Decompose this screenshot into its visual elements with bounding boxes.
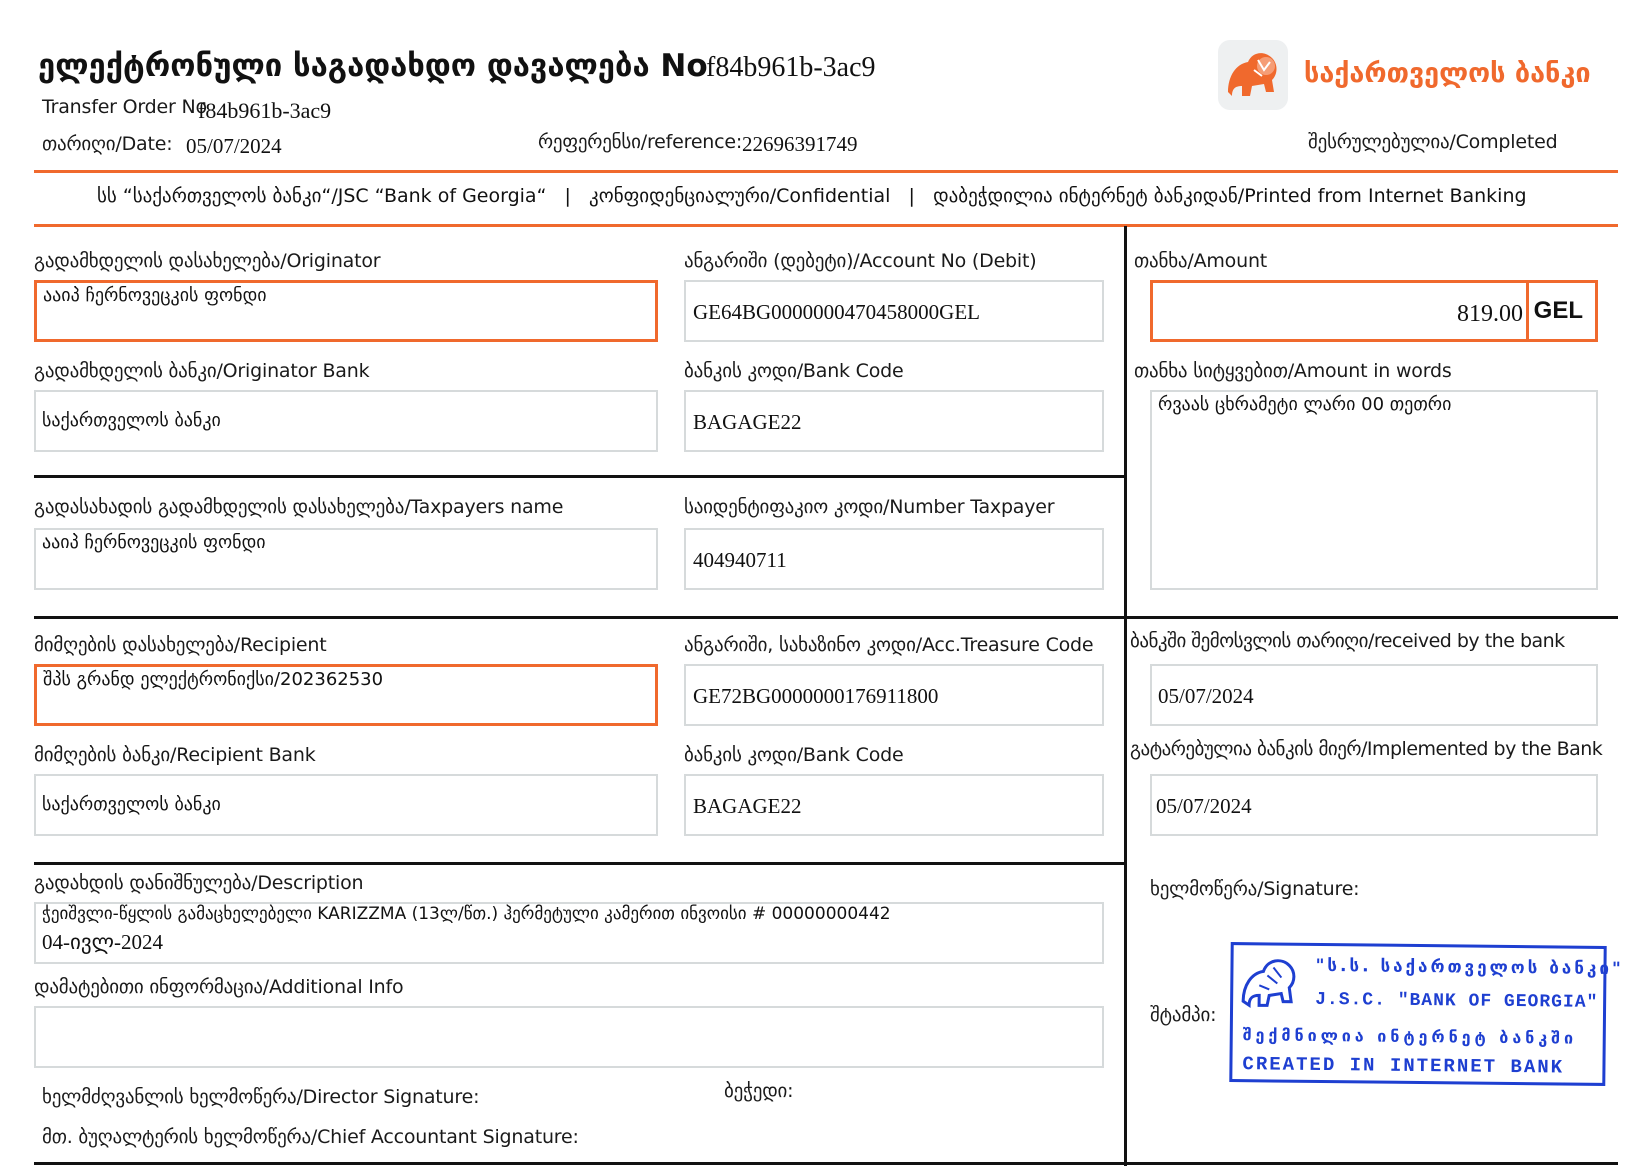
implemented-label: გატარებულია ბანკის მიერ/Implemented by the Bank	[1130, 738, 1603, 760]
row-divider-2	[34, 616, 1618, 619]
reference-label: რეფერენსი/reference:	[538, 131, 743, 153]
recipient-value: შპს გრანდ ელექტრონიქსი/202362530	[43, 669, 384, 690]
amount-words-value: რვაას ცხრამეტი ლარი 00 თეთრი	[1158, 394, 1452, 415]
originator-bank-code-label: ბანკის კოდი/Bank Code	[684, 360, 904, 382]
stamp-line1: "ს.ს. საქართველოს ბანკი"	[1315, 955, 1624, 980]
originator-bank-field	[34, 390, 658, 452]
bank-logo	[1218, 40, 1618, 112]
originator-value: ააიპ ჩერნოვეცკის ფონდი	[43, 285, 267, 306]
taxpayer-id-label: საიდენტიფაკიო კოდი/Number Taxpayer	[684, 496, 1055, 518]
originator-bank-value: საქართველოს ბანკი	[42, 410, 221, 431]
additional-info-label: დამატებითი ინფორმაცია/Additional Info	[34, 976, 404, 998]
description-line2: 04-ივლ-2024	[42, 930, 163, 954]
amount-words-label: თანხა სიტყვებით/Amount in words	[1134, 360, 1452, 382]
director-signature-label: ხელმძღვანლის ხელმოწერა/Director Signature:	[42, 1086, 480, 1108]
lion-logo-icon	[1218, 40, 1288, 110]
subheader: სს “საქართველოს ბანკი“/JSC “Bank of Georgia“ | კონფიდენციალური/Confidential | დაბეჭდილია ინტერნეტ ბანკიდან/Printed from Internet Banking	[97, 185, 1527, 207]
amount-field	[1150, 280, 1598, 342]
description-line1: ჭეიშვლი-წყლის გამაცხელებელი KARIZZMA (13ლ/წთ.) ჰერმეტული კამერით ინვოისი # 00000000442	[42, 904, 891, 924]
taxpayer-name-value: ააიპ ჩერნოვეცკის ფონდი	[42, 532, 266, 553]
date-label: თარიღი/Date:	[42, 133, 173, 155]
title-ka: ელექტრონული საგადახდო დავალება No	[38, 48, 708, 84]
column-divider	[1124, 226, 1127, 1166]
originator-bank-code-field	[684, 390, 1104, 452]
row-divider-3	[34, 862, 1126, 865]
signature-label: ხელმოწერა/Signature:	[1150, 878, 1360, 900]
received-field	[1150, 664, 1598, 726]
order-number: f84b961b-3ac9	[706, 52, 876, 83]
account-debit-label: ანგარიში (დებეტი)/Account No (Debit)	[684, 250, 1037, 272]
amount-words-field	[1150, 390, 1598, 590]
amount-value: 819.00	[1457, 301, 1523, 327]
implemented-value: 05/07/2024	[1156, 794, 1252, 818]
order-number-en: f84b961b-3ac9	[198, 98, 332, 123]
originator-bank-label: გადამხდელის ბანკი/Originator Bank	[34, 360, 370, 382]
recipient-bank-field	[34, 774, 658, 836]
amount-label: თანხა/Amount	[1134, 250, 1268, 272]
document-title	[38, 48, 708, 84]
originator-bank-code-value: BAGAGE22	[693, 410, 802, 434]
reference-value: 22696391749	[742, 132, 858, 156]
recipient-field	[34, 664, 658, 726]
received-value: 05/07/2024	[1158, 684, 1254, 708]
stamp-line4: CREATED IN INTERNET BANK	[1242, 1053, 1565, 1079]
amount-currency: GEL	[1533, 297, 1583, 324]
row-divider-bottom	[34, 1162, 1618, 1165]
taxpayer-name-label: გადასახადის გადამხდელის დასახელება/Taxpayers name	[34, 496, 564, 518]
description-field	[34, 902, 1104, 964]
recipient-bank-code-field	[684, 774, 1104, 836]
recipient-label: მიმღების დასახელება/Recipient	[34, 634, 327, 656]
taxpayer-id-field	[684, 528, 1104, 590]
stamp-line3: შექმნილია ინტერნეტ ბანკში	[1242, 1025, 1578, 1048]
recipient-bank-code-label: ბანკის კოდი/Bank Code	[684, 744, 904, 766]
implemented-field	[1150, 774, 1598, 836]
originator-field	[34, 280, 658, 342]
status-label: შესრულებულია/Completed	[1308, 131, 1558, 153]
recipient-account-label: ანგარიში, სახაზინო კოდი/Acc.Treasure Code	[684, 634, 1094, 656]
top-orange-rule	[34, 170, 1618, 173]
bank-stamp	[1229, 942, 1624, 1086]
row-divider-1	[34, 475, 1126, 478]
taxpayer-name-field	[34, 528, 658, 590]
recipient-account-value: GE72BG0000000176911800	[693, 684, 939, 708]
lion-stamp-icon	[1237, 949, 1304, 1012]
amount-currency-divider	[1526, 283, 1529, 339]
account-debit-field	[684, 280, 1104, 342]
seal-label: ბეჭედი:	[724, 1080, 794, 1102]
accountant-signature-label: მთ. ბუღალტერის ხელმოწერა/Chief Accountant Signature:	[42, 1126, 579, 1148]
originator-label: გადამხდელის დასახელება/Originator	[34, 250, 381, 272]
recipient-bank-label: მიმღების ბანკი/Recipient Bank	[34, 744, 316, 766]
bank-name: საქართველოს ბანკი	[1304, 58, 1591, 89]
date-value: 05/07/2024	[186, 134, 282, 158]
account-debit-value: GE64BG0000000470458000GEL	[693, 300, 980, 324]
title-en: Transfer Order No	[42, 96, 207, 118]
received-label: ბანკში შემოსვლის თარიღი/received by the bank	[1130, 630, 1565, 652]
stamp-line2: J.S.C. "BANK OF GEORGIA"	[1315, 989, 1599, 1013]
additional-info-field	[34, 1006, 1104, 1068]
recipient-bank-value: საქართველოს ბანკი	[42, 794, 221, 815]
bottom-orange-rule	[34, 224, 1618, 227]
taxpayer-id-value: 404940711	[693, 548, 787, 572]
description-label: გადახდის დანიშნულება/Description	[34, 872, 364, 894]
recipient-bank-code-value: BAGAGE22	[693, 794, 802, 818]
stamp-label: შტამპი:	[1150, 1004, 1217, 1026]
recipient-account-field	[684, 664, 1104, 726]
